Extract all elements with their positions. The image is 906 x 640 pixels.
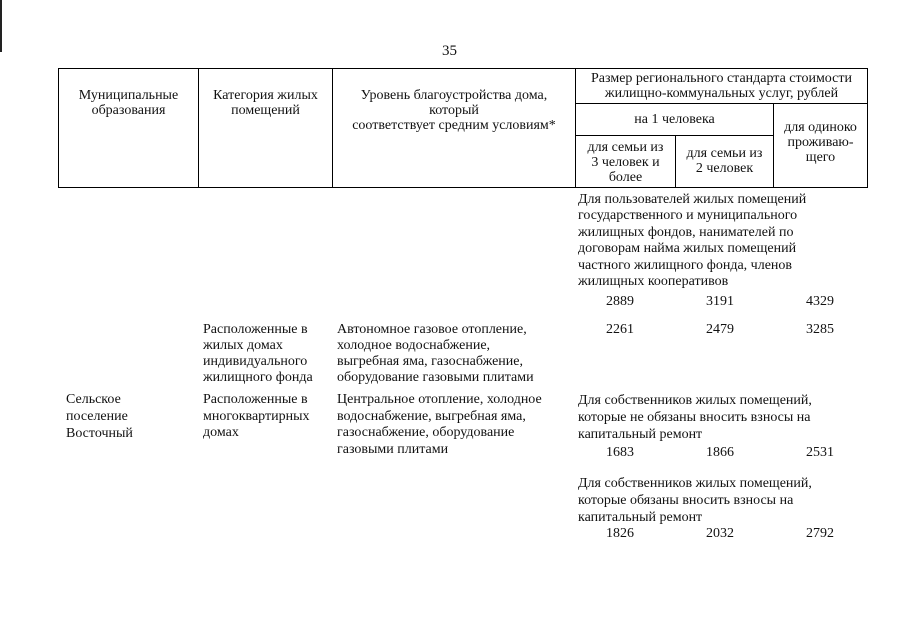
- value-cell: 2531: [806, 445, 834, 460]
- row-private-category: Расположенные в жилых домах индивидуального жилищного фонда: [203, 322, 313, 385]
- value-cell: 2032: [706, 526, 734, 541]
- page-number: 35: [442, 43, 457, 59]
- table-header: [58, 68, 868, 188]
- section-tenants-label: Для пользователей жилых помещений государственного и муниципального жилищных фондов, нанимателей по договорам найма жилых помещений частного жилищного фонда, членов жилищных кооперативов: [578, 192, 807, 290]
- header-single: для одиноко проживаю- щего: [774, 104, 868, 188]
- value-cell: 3285: [806, 322, 834, 337]
- section-not-obliged-label: Для собственников жилых помещений, которые не обязаны вносить взносы на капитальный ремонт: [578, 393, 812, 442]
- value-cell: 1826: [606, 526, 634, 541]
- value-cell: 3191: [706, 294, 734, 309]
- value-cell: 2889: [606, 294, 634, 309]
- section-obliged-label: Для собственников жилых помещений, которые обязаны вносить взносы на капитальный ремонт: [578, 476, 812, 525]
- row-apartment-category: Расположенные в многоквартирных домах: [203, 392, 310, 440]
- municipality-name: Сельское поселение Восточный: [66, 392, 133, 441]
- value-cell: 4329: [806, 294, 834, 309]
- header-standard: Размер регионального стандарта стоимости жилищно-коммунальных услуг, рублей: [576, 69, 868, 104]
- header-municipal: Муниципальные образования: [59, 69, 199, 188]
- value-cell: 1866: [706, 445, 734, 460]
- row-apartment-level: Центральное отопление, холодное водоснабжение, выгребная яма, газоснабжение, оборудование газовыми плитами: [337, 392, 542, 457]
- value-cell: 2792: [806, 526, 834, 541]
- scan-edge-mark: [0, 0, 2, 52]
- header-family3: для семьи из 3 человек и более: [576, 136, 676, 188]
- header-per-person: на 1 человека: [576, 104, 774, 136]
- value-cell: 2261: [606, 322, 634, 337]
- header-family2: для семьи из 2 человек: [676, 136, 774, 188]
- value-cell: 1683: [606, 445, 634, 460]
- value-cell: 2479: [706, 322, 734, 337]
- header-level: Уровень благоустройства дома, который соответствует средним условиям*: [333, 69, 576, 188]
- row-private-level: Автономное газовое отопление, холодное водоснабжение, выгребная яма, газоснабжение, оборудование газовыми плитами: [337, 322, 534, 385]
- header-category: Категория жилых помещений: [199, 69, 333, 188]
